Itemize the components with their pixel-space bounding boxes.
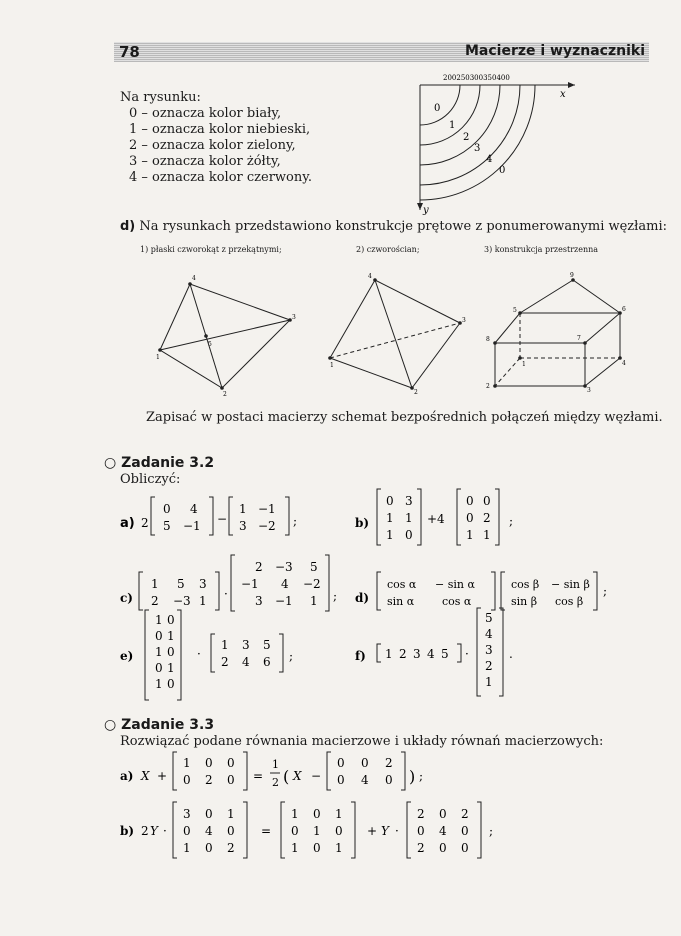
caption-1: 1) płaski czworokąt z przekątnymi;	[140, 245, 282, 254]
task-3-2-header: ○ Zadanie 3.2	[104, 455, 215, 471]
svg-text:(: (	[283, 767, 290, 786]
svg-text:2: 2	[205, 773, 213, 787]
quadrilateral-figure	[150, 270, 310, 400]
svg-text:−2: −2	[258, 519, 276, 533]
svg-text:5: 5	[485, 611, 493, 625]
y-axis-label: y	[423, 205, 429, 216]
label-a: a)	[120, 769, 134, 783]
node-label: 2	[486, 383, 490, 390]
region-label: 2	[463, 132, 470, 143]
svg-text:2: 2	[485, 659, 493, 673]
legend-item: 2 – oznacza kolor zielony,	[129, 138, 296, 153]
svg-text:+: +	[157, 769, 168, 783]
legend-item: 4 – oznacza kolor czerwony.	[129, 170, 312, 185]
svg-text:−2: −2	[303, 577, 321, 591]
svg-text:0: 0	[466, 511, 474, 525]
svg-text:1: 1	[183, 841, 191, 855]
svg-text:0: 0	[361, 756, 369, 770]
svg-text:3: 3	[485, 643, 493, 657]
svg-text:4: 4	[205, 824, 213, 838]
node-label: 5	[208, 341, 212, 348]
svg-text:3: 3	[413, 647, 421, 661]
legend-item: 1 – oznacza kolor niebieski,	[129, 122, 311, 137]
svg-text:0: 0	[337, 756, 345, 770]
svg-text:4: 4	[281, 577, 289, 591]
svg-text:·: ·	[465, 647, 469, 661]
svg-text:2: 2	[141, 516, 149, 530]
caption-2: 2) czworościan;	[356, 245, 420, 254]
svg-text:2: 2	[399, 647, 407, 661]
svg-text:0: 0	[205, 841, 213, 855]
svg-text:cos β: cos β	[511, 578, 540, 591]
region-label: 1	[449, 120, 456, 131]
label-d: d)	[355, 591, 370, 605]
svg-text:0: 0	[167, 613, 175, 627]
node-label: 6	[622, 306, 626, 313]
space-frame-figure	[475, 268, 640, 398]
task-3-3-header: ○ Zadanie 3.3	[104, 717, 215, 733]
node-label: 4	[622, 360, 626, 367]
node-label: 7	[577, 335, 581, 342]
svg-text:5: 5	[163, 519, 171, 533]
svg-text:1: 1	[335, 807, 343, 821]
task-3-3-title: Zadanie 3.3	[121, 717, 215, 733]
item-d-label: d)	[120, 219, 136, 234]
node-label: 3	[587, 387, 591, 394]
svg-text:1: 1	[183, 756, 191, 770]
label-e: e)	[120, 649, 134, 663]
caption-3: 3) konstrukcja przestrzenna	[484, 245, 599, 254]
svg-text:0: 0	[163, 502, 171, 516]
label-a: a)	[120, 516, 135, 531]
axis-ticks: 200250300350400	[443, 74, 510, 82]
svg-text:X: X	[293, 769, 302, 783]
node-label: 9	[570, 272, 574, 279]
svg-text:0: 0	[439, 841, 447, 855]
svg-text:3: 3	[242, 638, 250, 652]
svg-text:−3: −3	[173, 594, 191, 608]
region-label: 3	[474, 143, 481, 154]
svg-text:0: 0	[466, 494, 474, 508]
svg-text:X: X	[141, 769, 150, 783]
svg-text:−: −	[217, 512, 228, 526]
svg-text:0: 0	[405, 528, 413, 542]
task-3-2-title: Zadanie 3.2	[121, 455, 215, 471]
svg-text:−: −	[311, 769, 322, 783]
svg-text:5: 5	[177, 577, 185, 591]
svg-text:2: 2	[255, 560, 263, 574]
svg-text:;: ;	[293, 514, 298, 528]
svg-text:0: 0	[205, 807, 213, 821]
svg-text:0: 0	[337, 773, 345, 787]
svg-text:4: 4	[361, 773, 369, 787]
svg-text:1: 1	[386, 511, 394, 525]
svg-text:0: 0	[167, 645, 175, 659]
region-label: 0	[434, 103, 441, 114]
node-label: 1	[156, 354, 160, 361]
svg-text:0: 0	[183, 824, 191, 838]
svg-text:1: 1	[335, 841, 343, 855]
svg-text:0: 0	[227, 773, 235, 787]
svg-text:0: 0	[313, 807, 321, 821]
svg-text:;: ;	[333, 589, 338, 603]
node-label: 1	[330, 362, 334, 369]
svg-text:·: ·	[395, 824, 399, 838]
svg-text:1: 1	[167, 629, 175, 643]
svg-text:4: 4	[190, 502, 198, 516]
item-d-instruction: Zapisać w postaci macierzy schemat bezpośrednich połączeń między węzłami.	[146, 410, 663, 425]
node-label: 2	[223, 391, 227, 398]
label-b: b)	[120, 824, 135, 838]
item-d	[120, 219, 667, 235]
svg-text:2: 2	[417, 841, 425, 855]
task-3-3-intro: Rozwiązać podane równania macierzowe i układy równań macierzowych:	[120, 734, 604, 749]
svg-text:1: 1	[386, 528, 394, 542]
svg-text:1: 1	[291, 807, 299, 821]
svg-text:2: 2	[385, 756, 393, 770]
svg-text:1: 1	[151, 577, 159, 591]
svg-text:0: 0	[155, 661, 163, 675]
svg-text:0: 0	[205, 756, 213, 770]
svg-text:1: 1	[385, 647, 393, 661]
svg-text:2: 2	[221, 655, 229, 669]
svg-text:3: 3	[183, 807, 191, 821]
svg-text:5: 5	[263, 638, 271, 652]
label-b: b)	[355, 516, 370, 530]
svg-text:2: 2	[227, 841, 235, 855]
svg-text:5: 5	[441, 647, 449, 661]
legend-intro: Na rysunku:	[120, 90, 201, 105]
item-d-text: Na rysunkach przedstawiono konstrukcje prętowe z ponumerowanymi węzłami:	[139, 219, 667, 234]
svg-text:0: 0	[291, 824, 299, 838]
svg-text:0: 0	[461, 841, 469, 855]
legend-item: 0 – oznacza kolor biały,	[129, 106, 282, 121]
x-axis-label: x	[560, 89, 566, 100]
svg-text:1: 1	[167, 661, 175, 675]
svg-text:cos β: cos β	[555, 595, 584, 608]
svg-text:.: .	[509, 647, 513, 661]
label-c: c)	[120, 591, 133, 605]
region-label: 4	[486, 154, 493, 165]
svg-text:1: 1	[155, 677, 163, 691]
svg-text:0: 0	[439, 807, 447, 821]
node-label: 3	[462, 317, 466, 324]
svg-text:3: 3	[239, 519, 247, 533]
svg-text:;: ;	[509, 514, 514, 528]
svg-text:1: 1	[155, 645, 163, 659]
svg-text:;: ;	[489, 824, 494, 838]
svg-text:6: 6	[263, 655, 271, 669]
svg-text:1: 1	[227, 807, 235, 821]
color-region-figure	[410, 70, 580, 220]
svg-text:·: ·	[224, 587, 228, 601]
node-label: 1	[522, 361, 526, 368]
svg-text:sin β: sin β	[511, 595, 538, 608]
node-label: 4	[192, 275, 196, 282]
legend-item: 3 – oznacza kolor żółty,	[129, 154, 281, 169]
svg-text:3: 3	[405, 494, 413, 508]
svg-text:1: 1	[485, 675, 493, 689]
svg-text:=: =	[261, 824, 272, 838]
tetrahedron-figure	[320, 268, 480, 398]
svg-text:−1: −1	[258, 502, 276, 516]
svg-text:0: 0	[155, 629, 163, 643]
svg-text:0: 0	[227, 824, 235, 838]
svg-text:− sin β: − sin β	[551, 578, 590, 591]
svg-text:2: 2	[483, 511, 491, 525]
svg-text:3: 3	[199, 577, 207, 591]
svg-text:+: +	[367, 824, 378, 838]
chapter-title: Macierze i wyznaczniki	[464, 43, 645, 59]
node-label: 4	[368, 273, 372, 280]
node-label: 2	[414, 389, 418, 396]
svg-text:2: 2	[151, 594, 159, 608]
svg-text:1: 1	[155, 613, 163, 627]
svg-text:0: 0	[167, 677, 175, 691]
svg-text:1: 1	[239, 502, 247, 516]
svg-text:+4: +4	[427, 512, 445, 526]
svg-text:·: ·	[163, 824, 167, 838]
svg-text:2: 2	[272, 776, 279, 789]
svg-text:;: ;	[603, 584, 608, 598]
page-header	[114, 42, 649, 62]
svg-text:2: 2	[461, 807, 469, 821]
svg-text:0: 0	[386, 494, 394, 508]
svg-text:sin α: sin α	[387, 595, 415, 608]
svg-text:2: 2	[417, 807, 425, 821]
svg-text:1: 1	[466, 528, 474, 542]
svg-text:4: 4	[427, 647, 435, 661]
svg-text:1: 1	[405, 511, 413, 525]
node-label: 8	[486, 336, 490, 343]
svg-text:0: 0	[461, 824, 469, 838]
svg-text:1: 1	[291, 841, 299, 855]
label-f: f)	[355, 649, 366, 663]
svg-text:1: 1	[221, 638, 229, 652]
svg-text:− sin α: − sin α	[435, 578, 475, 591]
svg-text:−1: −1	[183, 519, 201, 533]
task-3-2-intro: Obliczyć:	[120, 472, 181, 487]
svg-text:Y: Y	[381, 824, 389, 838]
task-3-3-formulas	[115, 748, 655, 868]
svg-text:2: 2	[141, 824, 149, 838]
node-label: 5	[513, 307, 517, 314]
svg-text:1: 1	[310, 594, 318, 608]
svg-text:0: 0	[183, 773, 191, 787]
svg-text:1: 1	[483, 528, 491, 542]
svg-text:5: 5	[310, 560, 318, 574]
svg-text:−1: −1	[275, 594, 293, 608]
task-3-2-formulas-ef	[115, 600, 655, 710]
svg-text:0: 0	[227, 756, 235, 770]
svg-text:·: ·	[197, 647, 201, 661]
svg-text:): )	[409, 767, 416, 786]
svg-text:3: 3	[255, 594, 263, 608]
svg-text:0: 0	[483, 494, 491, 508]
svg-text:Y: Y	[150, 824, 158, 838]
svg-text:1: 1	[272, 758, 279, 771]
svg-text:−1: −1	[241, 577, 259, 591]
svg-text:=: =	[253, 769, 264, 783]
svg-text:0: 0	[313, 841, 321, 855]
svg-text:4: 4	[242, 655, 250, 669]
svg-text:1: 1	[313, 824, 321, 838]
svg-text:cos α: cos α	[442, 595, 472, 608]
svg-text:0: 0	[385, 773, 393, 787]
svg-text:4: 4	[439, 824, 447, 838]
svg-text:0: 0	[417, 824, 425, 838]
svg-text:4: 4	[485, 627, 493, 641]
svg-text:;: ;	[419, 769, 424, 783]
node-label: 3	[292, 314, 296, 321]
svg-text:0: 0	[335, 824, 343, 838]
region-label: 0	[499, 165, 506, 176]
page-number: 78	[119, 43, 140, 61]
svg-text:cos α: cos α	[387, 578, 417, 591]
svg-text:1: 1	[199, 594, 207, 608]
svg-text:;: ;	[289, 649, 294, 663]
svg-text:−3: −3	[275, 560, 293, 574]
